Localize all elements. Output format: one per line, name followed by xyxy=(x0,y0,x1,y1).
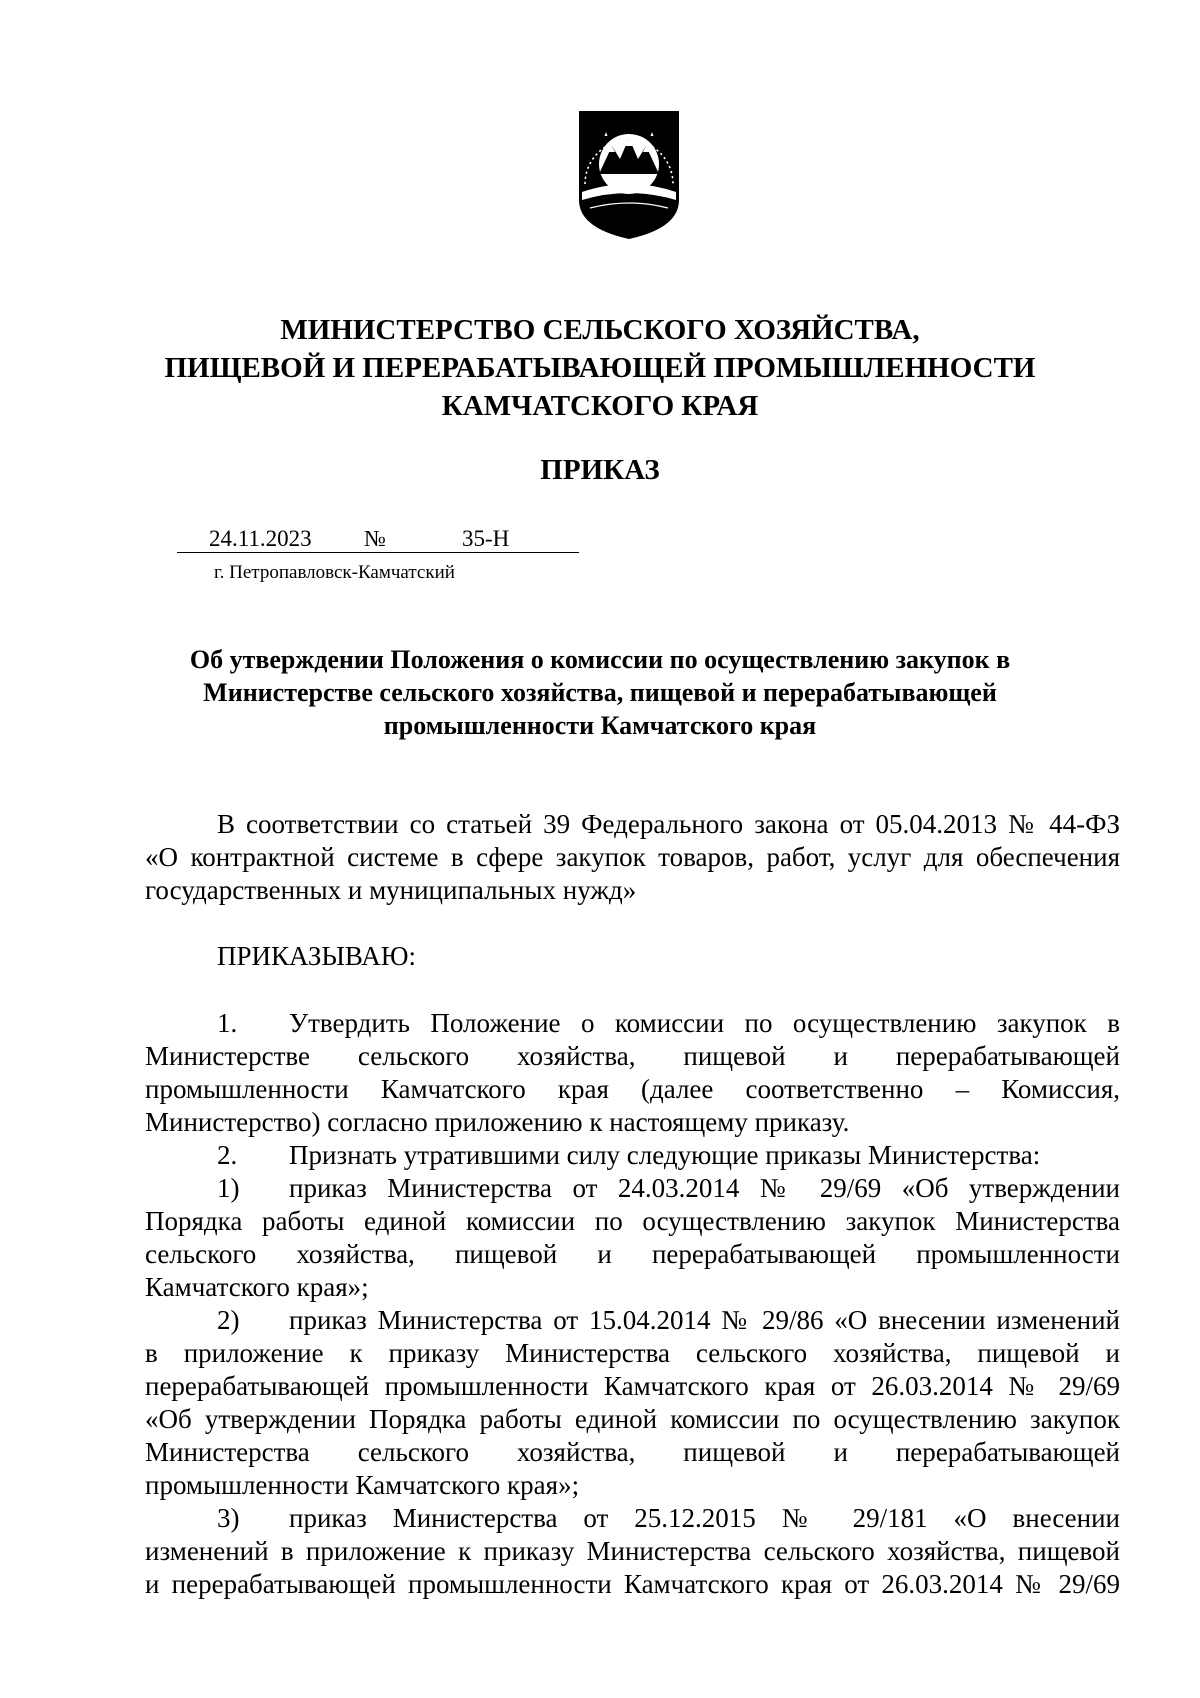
city-name: г. Петропавловск-Камчатский xyxy=(214,562,455,583)
order-number: 35-Н xyxy=(462,526,510,551)
list-item-line: «Об утверждении Порядка работы единой комиссии по осуществлению закупок xyxy=(145,1404,1120,1434)
list-item-line: промышленности Камчатского края»; xyxy=(145,1470,580,1500)
item-number: 1) xyxy=(217,1173,240,1203)
list-item-line: перерабатывающей промышленности Камчатского края от 26.03.2014 № 29/69 xyxy=(145,1371,1120,1401)
ministry-name-line: МИНИСТЕРСТВО СЕЛЬСКОГО ХОЗЯЙСТВА, xyxy=(280,314,920,346)
list-item-first-line xyxy=(217,1502,1120,1535)
subject-line: Об утверждении Положения о комиссии по осуществлению закупок в xyxy=(189,645,1011,674)
number-sign: № xyxy=(364,526,386,551)
list-item-line: Министерства сельского хозяйства, пищевой и перерабатывающей xyxy=(145,1437,1120,1467)
list-item-line: Министерстве сельского хозяйства, пищевой и перерабатывающей xyxy=(145,1041,1120,1071)
item-text: приказ Министерства от 15.04.2014 № 29/86 «О внесении изменений xyxy=(289,1305,1120,1335)
order-word: ПРИКАЗЫВАЮ: xyxy=(217,941,416,971)
subject-line: промышленности Камчатского края xyxy=(383,711,817,740)
item-number: 2) xyxy=(217,1305,240,1335)
item-number: 3) xyxy=(217,1503,240,1533)
list-item-line: промышленности Камчатского края (далее соответственно – Комиссия, xyxy=(145,1074,1120,1104)
subject-line: Министерстве сельского хозяйства, пищевой и перерабатывающей xyxy=(203,678,997,707)
list-item-line: изменений в приложение к приказу Министерства сельского хозяйства, пищевой xyxy=(145,1536,1120,1566)
list-item-line: сельского хозяйства, пищевой и перерабатывающей промышленности xyxy=(145,1239,1120,1269)
item-text: Утвердить Положение о комиссии по осуществлению закупок в xyxy=(289,1008,1120,1038)
list-item-first-line xyxy=(217,1139,1120,1172)
list-item-line: Министерство) согласно приложению к настоящему приказу. xyxy=(145,1107,850,1137)
preamble-line: «О контрактной системе в сфере закупок товаров, работ, услуг для обеспечения xyxy=(145,842,1120,872)
item-text: приказ Министерства от 24.03.2014 № 29/69 «Об утверждении xyxy=(289,1173,1120,1203)
order-date: 24.11.2023 xyxy=(209,526,312,551)
item-number: 2. xyxy=(217,1140,238,1170)
item-number: 1. xyxy=(217,1008,238,1038)
ministry-name-line: КАМЧАТСКОГО КРАЯ xyxy=(441,390,759,422)
preamble-line: государственных и муниципальных нужд» xyxy=(145,875,637,905)
date-number-underline xyxy=(177,552,579,553)
list-item-first-line xyxy=(217,1304,1120,1337)
item-text: приказ Министерства от 25.12.2015 № 29/181 «О внесении xyxy=(289,1503,1120,1533)
list-item-first-line xyxy=(217,1172,1120,1205)
ministry-name-line: ПИЩЕВОЙ И ПЕРЕРАБАТЫВАЮЩЕЙ ПРОМЫШЛЕННОСТИ xyxy=(164,352,1036,384)
kamchatka-coat-of-arms-icon xyxy=(576,108,682,242)
list-item-line: Порядка работы единой комиссии по осуществлению закупок Министерства xyxy=(145,1206,1120,1236)
list-item-line: Камчатского края»; xyxy=(145,1272,369,1302)
preamble-line: В соответствии со статьей 39 Федерального закона от 05.04.2013 № 44-ФЗ xyxy=(217,809,1120,839)
list-item-first-line xyxy=(217,1007,1120,1040)
list-item-line: и перерабатывающей промышленности Камчатского края от 26.03.2014 № 29/69 xyxy=(145,1569,1120,1599)
list-item-line: в приложение к приказу Министерства сельского хозяйства, пищевой и xyxy=(145,1338,1120,1368)
item-text: Признать утратившими силу следующие приказы Министерства: xyxy=(289,1140,1041,1170)
document-type: ПРИКАЗ xyxy=(540,454,660,486)
